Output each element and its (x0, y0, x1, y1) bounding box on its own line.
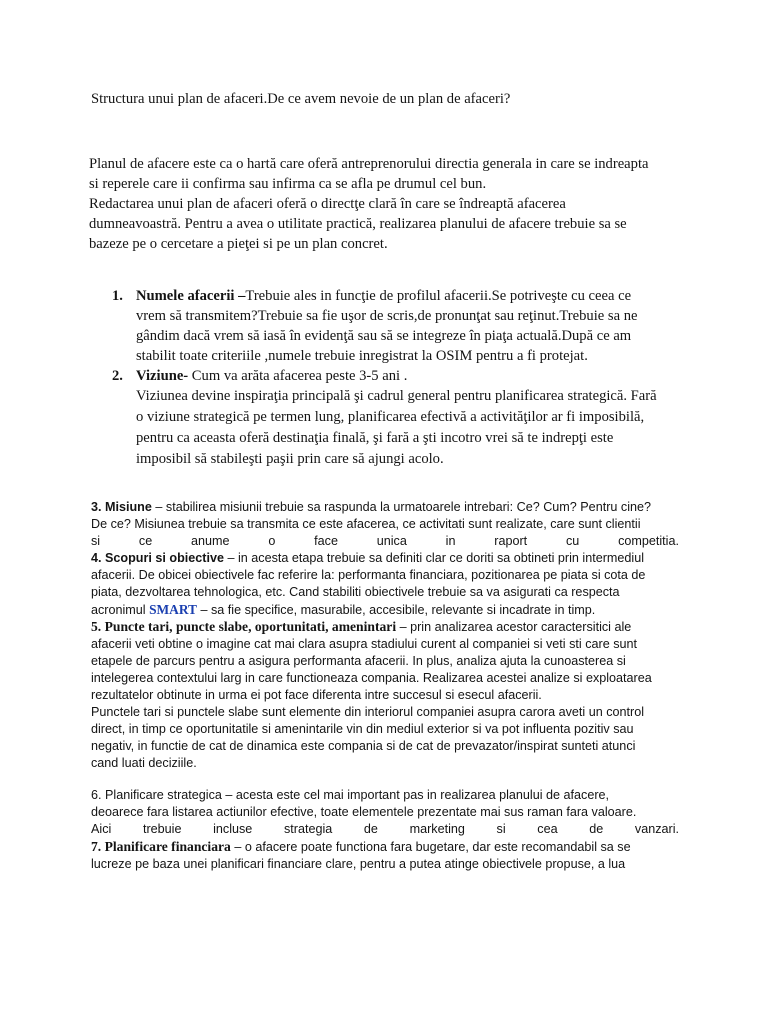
section-line: piata, dezvoltarea tehnologica, etc. Cand stabiliti obiectivele trebuie sa va asigurati ca respecta (91, 585, 620, 599)
intro-line: si reperele care ii confirma sau infirma ca se afla pe drumul cel bun. (89, 176, 487, 192)
section-line (91, 601, 679, 619)
section-line: intelegerea contextului larg in care functioneaza compania. Realizarea acestei analize si exploatarea (91, 671, 652, 685)
list-item-text: Cum va arăta afacerea peste 3-5 ani . (188, 368, 408, 384)
intro-line: dumneavoastră. Pentru a avea o utilitate practică, realizarea planului de afacere trebuie sa se (89, 216, 627, 232)
section-scopuri-obiective (91, 550, 679, 619)
intro-line: Planul de afacere este ca o hartă care oferă antreprenorului directia generala in care se indreapta (89, 156, 649, 172)
section-text: – o afacere poate functiona fara bugetare, dar este recomandabil sa se (230, 840, 631, 854)
list-item-line: stabilit toate criteriile ,numele trebuie inregistrat la OSIM pentru a fi protejat. (136, 348, 588, 364)
section-line: 6. Planificare strategica – acesta este cel mai important pas in realizarea planului de afacere, (91, 788, 610, 802)
list-item-first-line (136, 286, 672, 306)
section-line: afacerii veti obtine o imagine cat mai clara asupra stadiului curent al companiei si veti sti care sunt (91, 637, 637, 651)
section-text: acronimul (91, 603, 150, 617)
list-number: 1. (112, 288, 123, 304)
section-heading: 4. Scopuri si obiective (91, 551, 224, 565)
list-item-line: gândim dacă vrem să iasă în evidenţă sau să se integreze în piaţa actuală.După ce am (136, 328, 632, 344)
section-planificare-strategica (91, 787, 679, 838)
numbered-list (112, 286, 672, 470)
section-line: De ce? Misiunea trebuie sa transmita ce este afacerea, ce activitati sunt realizate, care sunt clientii (91, 517, 641, 531)
list-item-body (136, 386, 672, 470)
section-line: Aici trebuie incluse strategia de marketing si cea de vanzari. (91, 822, 679, 836)
list-item-dash: – (234, 288, 246, 304)
list-item-line: o viziune strategică pe termen lung, planificarea efectivă a activităţilor ar fi imposibilă, (136, 409, 645, 425)
intro-line: Redactarea unui plan de afaceri oferă o directţe clară în care se îndreaptă afacerea (89, 196, 566, 212)
list-item-line: Viziunea devine inspiraţia principală şi cadrul general pentru planificarea strategică. Fară (136, 388, 657, 404)
section-line (91, 618, 679, 636)
section-swot (91, 618, 679, 772)
section-text: – stabilirea misiunii trebuie sa raspunda la urmatoarele intrebari: Ce? Cum? Pentru cine? (151, 500, 651, 514)
section-line: direct, in timp ce oportunitatile si amenintarile vin din mediul exterior si va pot influenta pozitiv sau (91, 722, 634, 736)
list-item-viziune (112, 366, 672, 470)
list-item-line: imposibil să stabileşti paşii prin care să ajungi acolo. (136, 451, 444, 467)
section-line: deoarece fara listarea actiunilor efective, toate elementele prezentate mai sus raman fara valoare. (91, 805, 637, 819)
section-heading: 3. Misiune (91, 500, 152, 514)
smart-acronym: SMART (149, 602, 197, 617)
intro-paragraph (89, 154, 689, 254)
section-text: – prin analizarea acestor caractersitici ale (396, 620, 632, 634)
list-item-heading: Numele afacerii (136, 288, 235, 304)
section-text: – in acesta etapa trebuie sa definiti clar ce doriti sa obtineti prin intermediul (223, 551, 645, 565)
section-heading: 7. Planificare financiara (91, 839, 231, 854)
intro-line: bazeze pe o cercetare a pieţei si pe un plan concret. (89, 236, 388, 252)
section-line: rezultatelor obtinute in urma ei pot face diferenta intre succesul si esecul afacerii. (91, 688, 542, 702)
list-item-first-line (136, 366, 672, 386)
section-line: cand luati deciziile. (91, 756, 197, 770)
section-planificare-financiara (91, 838, 679, 873)
section-line: si ce anume o face unica in raport cu competitia. (91, 534, 679, 548)
list-item-numele-afacerii (112, 286, 672, 366)
section-line: afacerii. De obicei obiectivele fac referire la: performanta financiara, pozitionarea pe piata si cota de (91, 568, 646, 582)
list-number: 2. (112, 368, 123, 384)
section-line: etapele de parcurs pentru a asigura performanta afacerii. In plus, analiza ajuta la cunoasterea si (91, 654, 626, 668)
list-item-line: pentru ca aceasta oferă destinaţia finală, şi fară a şti incotro vrei să te indrepţi este (136, 430, 614, 446)
list-item-line: vrem să transmitem?Trebuie sa fie uşor de scris,de pronunţat sau reţinut.Trebuie sa ne (136, 308, 638, 324)
section-line (91, 838, 679, 856)
list-item-heading: Viziune- (136, 368, 189, 384)
section-line: Punctele tari si punctele slabe sunt elemente din interiorul companiei asupra carora aveti un control (91, 705, 645, 719)
section-line: lucreze pe baza unei planificari financiare clare, pentru a putea atinge obiectivele propuse, a lua (91, 857, 626, 871)
section-line: negativ, in functie de cat de dinamica este compania si de cat de prevazator/inspirat sunteti atunci (91, 739, 636, 753)
document-title: Structura unui plan de afaceri.De ce avem nevoie de un plan de afaceri? (91, 91, 511, 107)
section-misiune (91, 499, 679, 550)
section-text: – sa fie specifice, masurabile, accesibile, relevante si incadrate in timp. (196, 603, 596, 617)
section-line (91, 499, 679, 516)
section-heading: 5. Puncte tari, puncte slabe, oportunitati, amenintari (91, 619, 397, 634)
list-item-text: Trebuie ales in funcţie de profilul afacerii.Se potriveşte cu ceea ce (245, 288, 632, 304)
section-line (91, 550, 679, 567)
